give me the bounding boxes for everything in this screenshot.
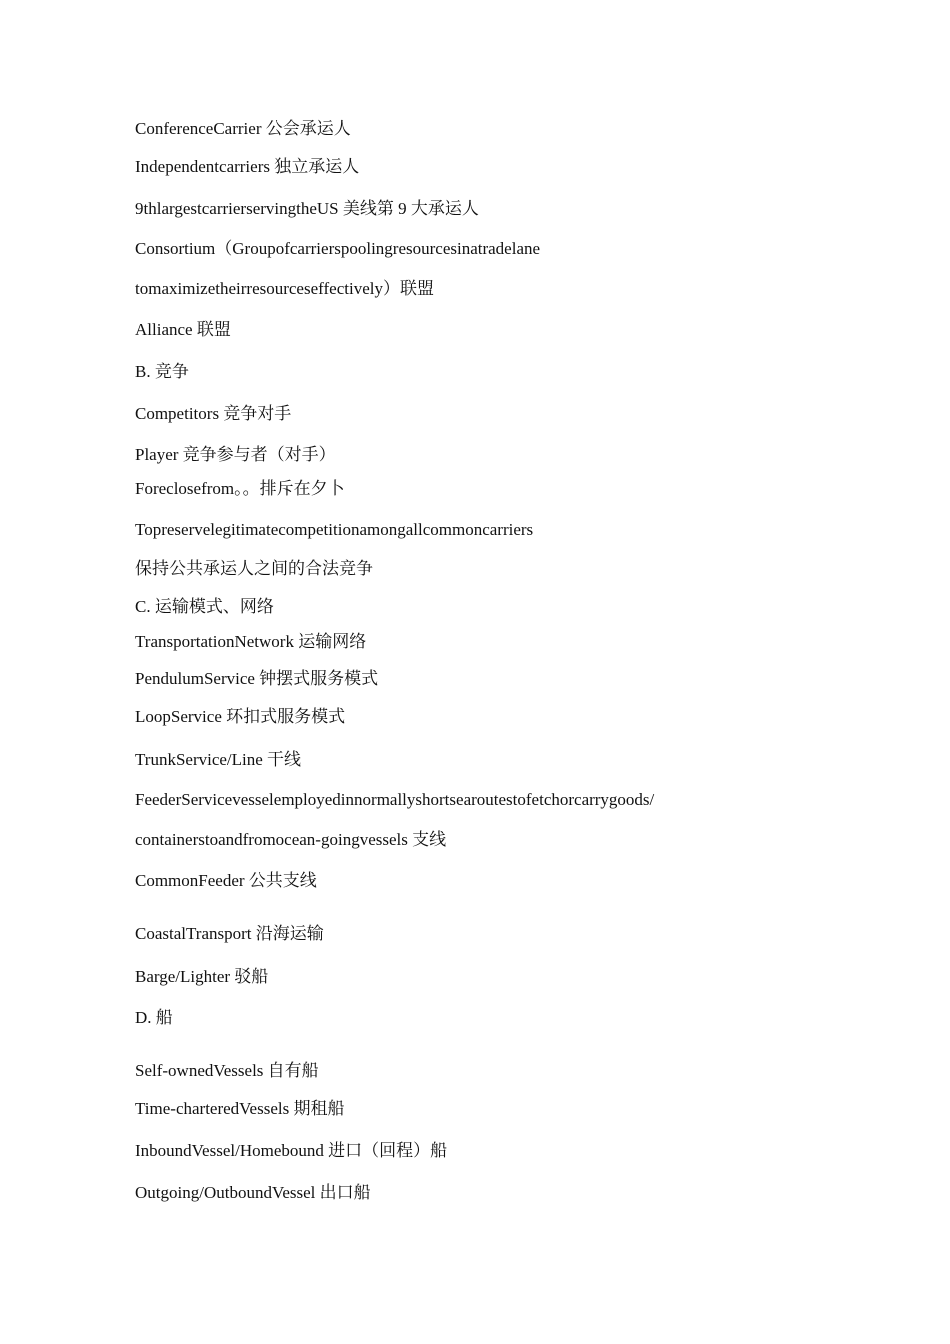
- text-line: Time-charteredVessels 期租船: [135, 1099, 345, 1118]
- text-line: LoopService 环扣式服务模式: [135, 707, 346, 726]
- text-line: 9thlargestcarrierservingtheUS 美线第 9 大承运人: [135, 199, 479, 218]
- text-line: TrunkService/Line 干线: [135, 750, 302, 769]
- text-line: Alliance 联盟: [135, 320, 231, 339]
- text-line: Foreclosefrom。。排斥在夕卜: [135, 479, 345, 498]
- text-line: FeederServicevesselemployedinnormallyshortsearoutestofetchorcarrygoods/: [135, 790, 655, 809]
- text-line: ConferenceCarrier 公会承运人: [135, 119, 351, 138]
- section-heading: C. 运输模式、网络: [135, 597, 274, 616]
- text-line: 保持公共承运人之间的合法竞争: [135, 559, 373, 578]
- text-line: containerstoandfromocean-goingvessels 支线: [135, 830, 447, 849]
- text-line: Topreservelegitimatecompetitionamongallcommoncarriers: [135, 520, 534, 539]
- text-line: Outgoing/OutboundVessel 出口船: [135, 1183, 371, 1202]
- text-line: Self-ownedVessels 自有船: [135, 1061, 319, 1080]
- text-line: Competitors 竞争对手: [135, 404, 292, 423]
- text-line: Consortium（Groupofcarrierspoolingresourcesinatradelane: [135, 239, 541, 258]
- text-line: PendulumService 钟摆式服务模式: [135, 669, 379, 688]
- section-heading: D. 船: [135, 1008, 173, 1027]
- text-line: CommonFeeder 公共支线: [135, 871, 317, 890]
- text-line: TransportationNetwork 运输网络: [135, 632, 367, 651]
- text-line: Barge/Lighter 驳船: [135, 967, 269, 986]
- section-heading: B. 竞争: [135, 362, 189, 381]
- text-line: tomaximizetheirresourceseffectively）联盟: [135, 279, 434, 298]
- text-line: Independentcarriers 独立承运人: [135, 157, 360, 176]
- text-line: InboundVessel/Homebound 进口（回程）船: [135, 1141, 448, 1160]
- text-line: CoastalTransport 沿海运输: [135, 924, 324, 943]
- text-line: Player 竞争参与者（对手）: [135, 445, 336, 464]
